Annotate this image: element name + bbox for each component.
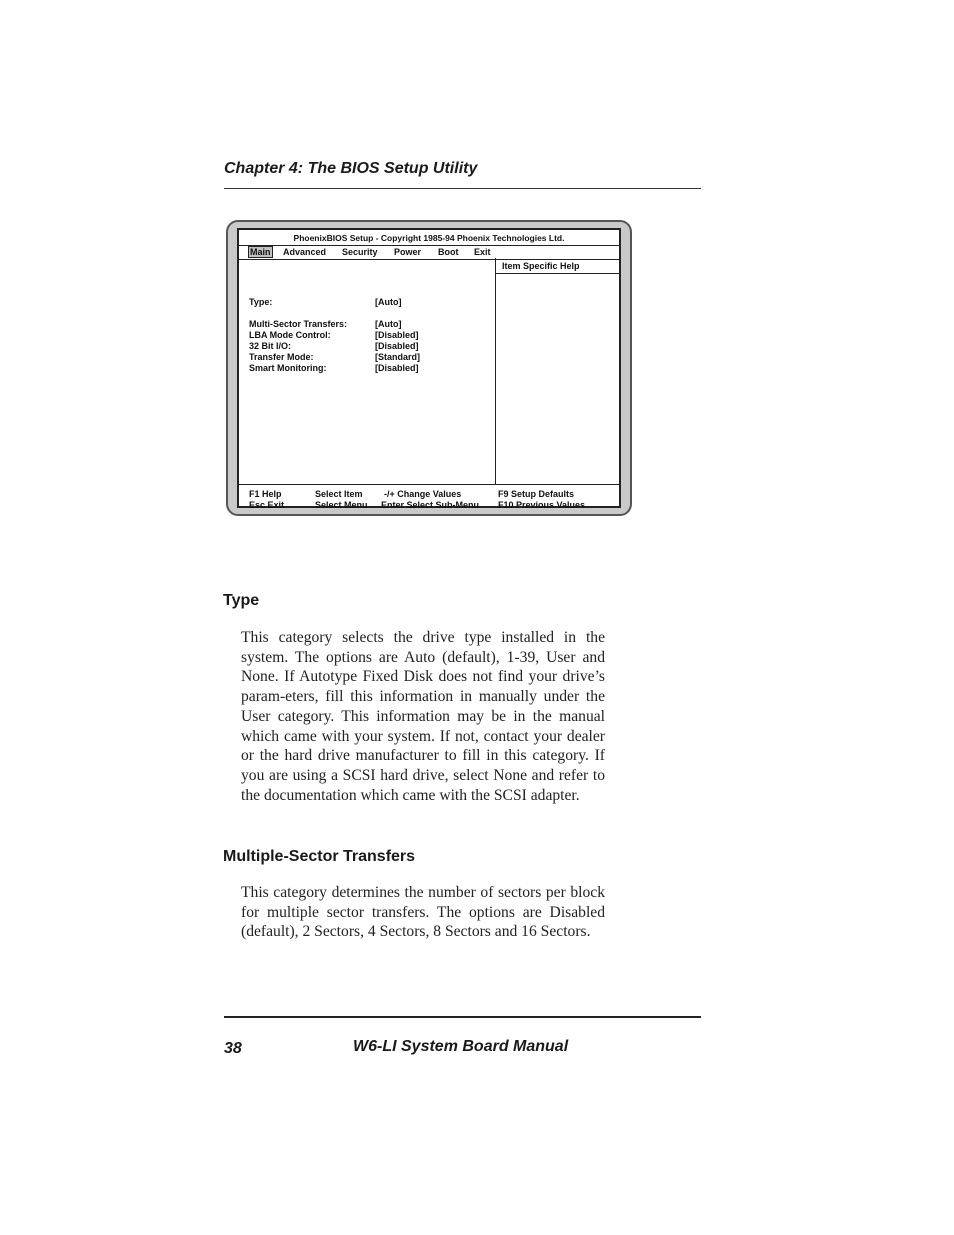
footer-rule [224,1016,701,1018]
field-value: [Disabled] [375,363,419,373]
key-select-menu: Select Menu [315,500,368,510]
menu-main: Main [250,247,271,257]
bios-footer-rule [239,484,619,485]
key-help: F1 Help [249,489,282,499]
bios-screen [237,228,621,508]
header-rule [224,188,701,189]
section-body-type: This category selects the drive type installed in the system. The options are Auto (default), 1-39, User and None. If Autotype Fixed Disk does not find your drive’s param-eters, fill this information in manually under the User category. This information may be in the manual which came with your system. If not, contact your dealer or the hard drive manufacturer to fill in this category. If you are using a SCSI hard drive, select None and refer to the documentation which came with the SCSI adapter. [241,629,605,804]
field-value: [Standard] [375,352,420,362]
help-title: Item Specific Help [502,261,580,271]
field-label: Type: [249,297,273,307]
manual-title: W6-LI System Board Manual [353,1038,569,1055]
field-value: [Disabled] [375,330,419,340]
section-heading-multi-sector: Multiple-Sector Transfers [223,848,416,865]
bios-menubar [239,245,619,260]
section-heading-type: Type [223,592,260,609]
field-label: Multi-Sector Transfers: [249,319,348,329]
menu-power: Power [394,247,422,257]
page-number: 38 [224,1040,242,1057]
bios-title: PhoenixBIOS Setup - Copyright 1985-94 Phoenix Technologies Ltd. [293,233,565,243]
help-rule [496,273,621,274]
field-label: Transfer Mode: [249,352,314,362]
key-change-values: -/+ Change Values [384,489,462,499]
section-body-multi-sector: This category determines the number of sectors per block for multiple sector transfers. The options are Disabled (default), 2 Sectors, 4 Sectors, 8 Sectors and 16 Sectors. [241,884,605,941]
key-exit: Esc Exit [249,500,285,510]
key-select-item: Select Item [315,489,363,499]
field-value: [Auto] [375,297,402,307]
menu-boot: Boot [438,247,459,257]
field-value: [Disabled] [375,341,419,351]
menu-advanced: Advanced [283,247,327,257]
key-previous-values: F10 Previous Values [498,500,586,510]
key-sub-menu: Enter Select Sub-Menu [381,500,480,510]
chapter-title: Chapter 4: The BIOS Setup Utility [224,160,478,177]
menu-exit: Exit [474,247,491,257]
menu-security: Security [342,247,378,257]
field-label: 32 Bit I/O: [249,341,292,351]
field-label: Smart Monitoring: [249,363,327,373]
bios-divider [495,258,496,484]
field-value: [Auto] [375,319,402,329]
bios-screenshot [226,220,632,516]
field-label: LBA Mode Control: [249,330,331,340]
key-setup-defaults: F9 Setup Defaults [498,489,575,499]
